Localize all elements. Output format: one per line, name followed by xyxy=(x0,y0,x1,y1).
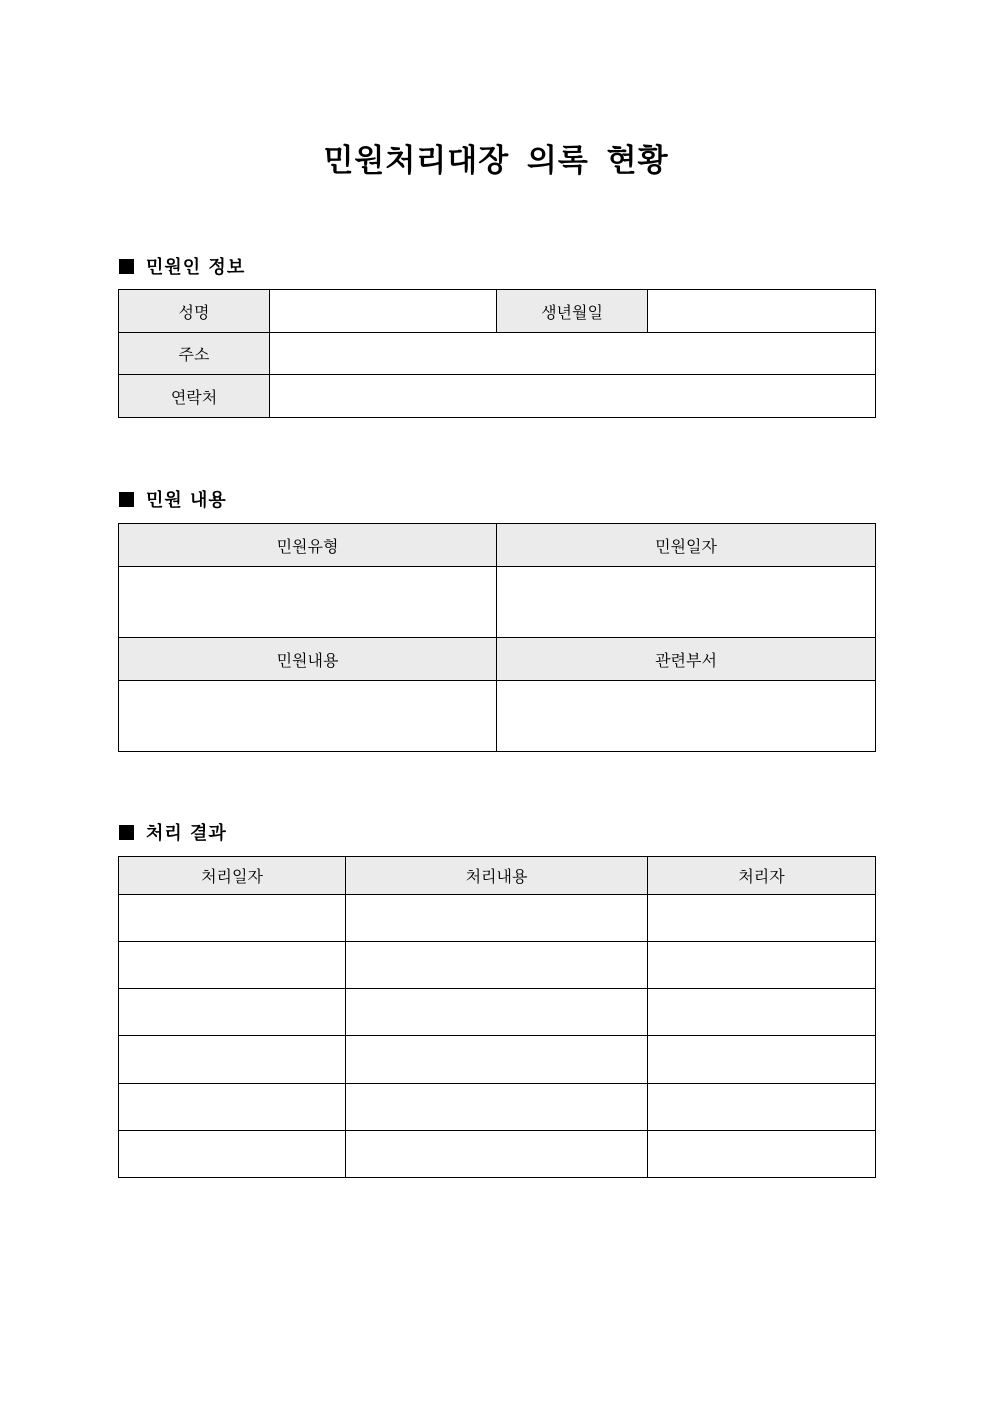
complaint-type-field[interactable] xyxy=(119,567,497,638)
applicant-section-heading xyxy=(119,253,245,279)
table-row xyxy=(119,895,876,942)
processing-content-cell[interactable] xyxy=(346,1131,648,1178)
birth-date-field[interactable] xyxy=(648,290,876,333)
applicant-info-table xyxy=(118,289,876,418)
result-table xyxy=(118,856,876,1178)
complaint-date-label: 민원일자 xyxy=(497,524,876,567)
handler-cell[interactable] xyxy=(648,1084,876,1131)
handler-cell[interactable] xyxy=(648,895,876,942)
complaint-content-label: 민원내용 xyxy=(119,638,497,681)
related-department-field[interactable] xyxy=(497,681,876,752)
complaint-section-title: 민원 내용 xyxy=(146,490,227,511)
table-row xyxy=(119,1084,876,1131)
result-header-content: 처리내용 xyxy=(346,857,648,895)
processing-content-cell[interactable] xyxy=(346,1084,648,1131)
table-row xyxy=(119,989,876,1036)
table-row xyxy=(119,1036,876,1084)
address-field[interactable] xyxy=(270,333,876,375)
handler-cell[interactable] xyxy=(648,1036,876,1084)
processing-date-cell[interactable] xyxy=(119,942,346,989)
address-label: 주소 xyxy=(119,333,270,375)
result-section-title: 처리 결과 xyxy=(146,823,227,844)
square-bullet-icon xyxy=(119,825,134,840)
contact-field[interactable] xyxy=(270,375,876,418)
table-row xyxy=(119,1131,876,1178)
complaint-table xyxy=(118,523,876,752)
result-header-handler: 처리자 xyxy=(648,857,876,895)
related-department-label: 관련부서 xyxy=(497,638,876,681)
square-bullet-icon xyxy=(119,259,134,274)
birth-date-label: 생년월일 xyxy=(497,290,648,333)
handler-cell[interactable] xyxy=(648,989,876,1036)
page-title: 민원처리대장 의록 현황 xyxy=(323,143,669,179)
processing-date-cell[interactable] xyxy=(119,1036,346,1084)
name-label: 성명 xyxy=(119,290,270,333)
result-header-date: 처리일자 xyxy=(119,857,346,895)
processing-date-cell[interactable] xyxy=(119,895,346,942)
contact-label: 연락처 xyxy=(119,375,270,418)
processing-content-cell[interactable] xyxy=(346,895,648,942)
square-bullet-icon xyxy=(119,492,134,507)
processing-date-cell[interactable] xyxy=(119,1084,346,1131)
processing-date-cell[interactable] xyxy=(119,989,346,1036)
applicant-section-title: 민원인 정보 xyxy=(146,257,246,278)
table-row xyxy=(119,942,876,989)
processing-content-cell[interactable] xyxy=(346,1036,648,1084)
result-section-heading xyxy=(119,819,227,845)
processing-date-cell[interactable] xyxy=(119,1131,346,1178)
complaint-type-label: 민원유형 xyxy=(119,524,497,567)
complaint-section-heading xyxy=(119,486,227,512)
complaint-date-field[interactable] xyxy=(497,567,876,638)
handler-cell[interactable] xyxy=(648,942,876,989)
name-field[interactable] xyxy=(270,290,497,333)
handler-cell[interactable] xyxy=(648,1131,876,1178)
processing-content-cell[interactable] xyxy=(346,989,648,1036)
complaint-content-field[interactable] xyxy=(119,681,497,752)
processing-content-cell[interactable] xyxy=(346,942,648,989)
